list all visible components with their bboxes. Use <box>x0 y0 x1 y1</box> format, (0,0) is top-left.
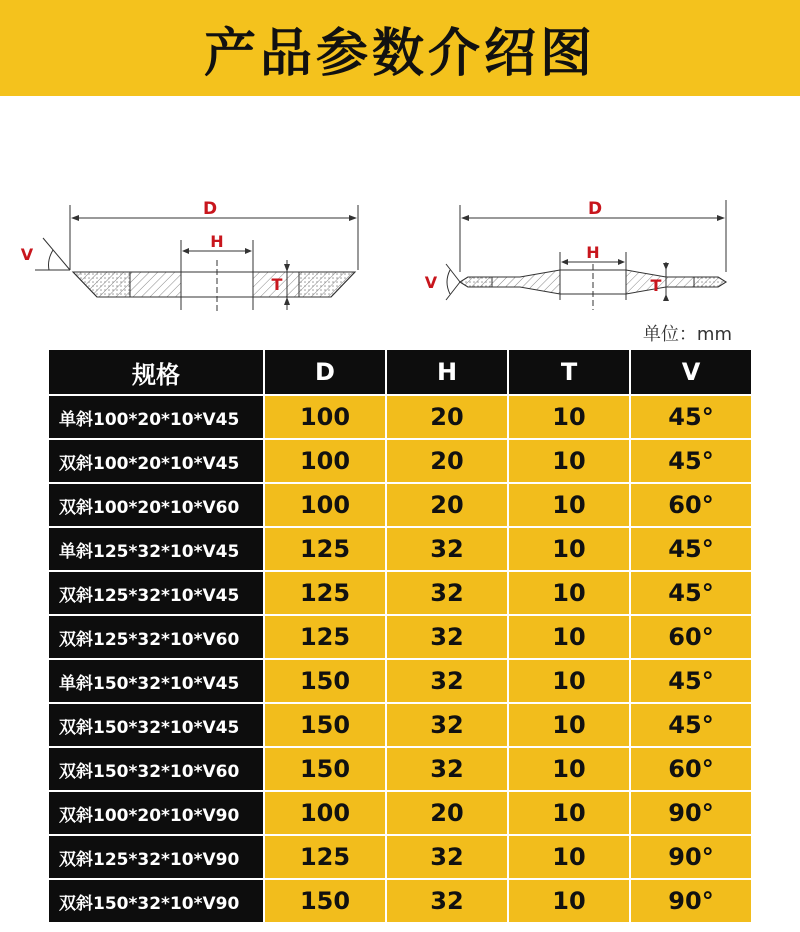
cell-v: 45° <box>631 440 751 482</box>
cell-h: 20 <box>387 440 507 482</box>
table-row <box>49 396 751 438</box>
table-row <box>49 440 751 482</box>
table-header-row <box>49 350 751 394</box>
cell-d: 100 <box>265 396 385 438</box>
table-row <box>49 748 751 790</box>
cell-t: 10 <box>509 660 629 702</box>
cell-v: 45° <box>631 572 751 614</box>
cell-d: 125 <box>265 616 385 658</box>
cell-t: 10 <box>509 792 629 834</box>
cell-h: 32 <box>387 704 507 746</box>
cell-t: 10 <box>509 572 629 614</box>
cell-h: 32 <box>387 836 507 878</box>
cell-d: 125 <box>265 528 385 570</box>
cell-v: 45° <box>631 528 751 570</box>
page-title: 产品参数介绍图 <box>203 23 596 84</box>
cell-spec: 双斜100*20*10*V45 <box>49 440 263 482</box>
header-h: H <box>387 350 507 394</box>
cell-d: 125 <box>265 572 385 614</box>
dim-label-h: H <box>210 232 224 251</box>
cell-d: 100 <box>265 484 385 526</box>
unit-label: 单位：mm <box>642 324 732 345</box>
cell-spec: 单斜125*32*10*V45 <box>49 528 263 570</box>
cell-v: 60° <box>631 484 751 526</box>
header-v: V <box>631 350 751 394</box>
table-row <box>49 616 751 658</box>
cell-t: 10 <box>509 396 629 438</box>
cell-v: 90° <box>631 880 751 922</box>
angle-label-v: V <box>424 273 438 292</box>
cell-spec: 双斜125*32*10*V60 <box>49 616 263 658</box>
dim-label-d: D <box>202 199 218 219</box>
table-row <box>49 836 751 878</box>
cell-h: 20 <box>387 792 507 834</box>
cell-h: 32 <box>387 616 507 658</box>
cell-t: 10 <box>509 748 629 790</box>
cell-h: 32 <box>387 748 507 790</box>
cell-t: 10 <box>509 484 629 526</box>
cell-spec: 双斜100*20*10*V60 <box>49 484 263 526</box>
cell-t: 10 <box>509 880 629 922</box>
cell-h: 20 <box>387 484 507 526</box>
angle-label-v: V <box>20 245 34 264</box>
cell-v: 60° <box>631 616 751 658</box>
double-bevel-diagram <box>420 160 750 320</box>
cell-spec: 双斜150*32*10*V90 <box>49 880 263 922</box>
cell-v: 45° <box>631 704 751 746</box>
cell-t: 10 <box>509 836 629 878</box>
table-row <box>49 528 751 570</box>
title-banner <box>0 0 800 96</box>
dim-label-t: T <box>271 275 283 294</box>
cell-spec: 双斜150*32*10*V60 <box>49 748 263 790</box>
header-spec: 规格 <box>49 350 263 394</box>
cell-d: 150 <box>265 704 385 746</box>
cell-v: 90° <box>631 836 751 878</box>
cell-v: 90° <box>631 792 751 834</box>
cell-h: 32 <box>387 528 507 570</box>
spec-table <box>47 348 753 924</box>
table-row <box>49 660 751 702</box>
header-t: T <box>509 350 629 394</box>
cell-t: 10 <box>509 704 629 746</box>
dim-label-t: T <box>650 276 662 295</box>
cell-spec: 双斜125*32*10*V90 <box>49 836 263 878</box>
table-row <box>49 792 751 834</box>
cell-d: 150 <box>265 748 385 790</box>
cell-spec: 双斜150*32*10*V45 <box>49 704 263 746</box>
single-bevel-diagram <box>15 160 375 320</box>
dim-label-d: D <box>587 199 603 219</box>
header-d: D <box>265 350 385 394</box>
cell-d: 100 <box>265 440 385 482</box>
cell-t: 10 <box>509 440 629 482</box>
table-row <box>49 572 751 614</box>
cell-spec: 单斜150*32*10*V45 <box>49 660 263 702</box>
table-row <box>49 704 751 746</box>
cell-h: 32 <box>387 572 507 614</box>
dim-label-h: H <box>586 243 600 262</box>
cell-t: 10 <box>509 616 629 658</box>
table-row <box>49 484 751 526</box>
cell-d: 125 <box>265 836 385 878</box>
cell-d: 150 <box>265 880 385 922</box>
cell-d: 100 <box>265 792 385 834</box>
cell-v: 45° <box>631 660 751 702</box>
cell-v: 60° <box>631 748 751 790</box>
cell-spec: 单斜100*20*10*V45 <box>49 396 263 438</box>
cell-h: 32 <box>387 880 507 922</box>
cell-v: 45° <box>631 396 751 438</box>
cell-h: 20 <box>387 396 507 438</box>
cell-t: 10 <box>509 528 629 570</box>
cell-spec: 双斜100*20*10*V90 <box>49 792 263 834</box>
cell-spec: 双斜125*32*10*V45 <box>49 572 263 614</box>
cell-d: 150 <box>265 660 385 702</box>
cell-h: 32 <box>387 660 507 702</box>
table-row <box>49 880 751 922</box>
